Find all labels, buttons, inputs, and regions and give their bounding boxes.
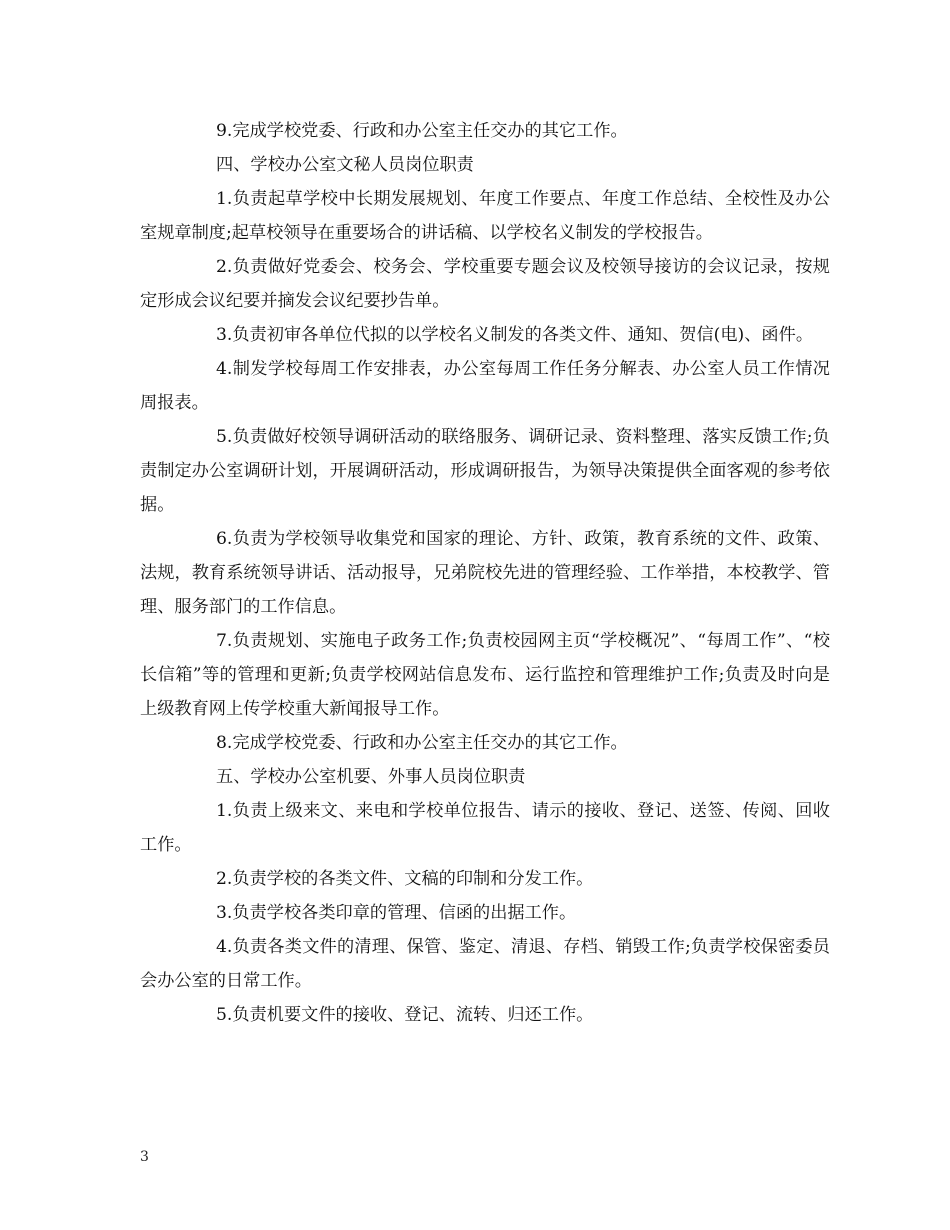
paragraph-item-5-research: 5.负责做好校领导调研活动的联络服务、调研记录、资料整理、落实反馈工作;负责制定办公室调研计划，开展调研活动，形成调研报告，为领导决策提供全面客观的参考依据。 bbox=[140, 427, 830, 515]
paragraph-item-4-weekly-schedule: 4.制发学校每周工作安排表，办公室每周工作任务分解表、办公室人员工作情况周报表。 bbox=[140, 359, 830, 413]
paragraph-item-4-archiving: 4.负责各类文件的清理、保管、鉴定、清退、存档、销毁工作;负责学校保密委员会办公室的日常工作。 bbox=[140, 937, 830, 991]
paragraph-item-5-confidential-files: 5.负责机要文件的接收、登记、流转、归还工作。 bbox=[216, 1005, 594, 1025]
paragraph-item-2-meeting-records: 2.负责做好党委会、校务会、学校重要专题会议及校领导接访的会议记录，按规定形成会议纪要并摘发会议纪要抄告单。 bbox=[140, 257, 830, 311]
paragraph-item-8-other-duties: 8.完成学校党委、行政和办公室主任交办的其它工作。 bbox=[216, 733, 628, 753]
paragraph-item-3-seals: 3.负责学校各类印章的管理、信函的出据工作。 bbox=[216, 903, 577, 923]
paragraph-item-9-duty: 9.完成学校党委、行政和办公室主任交办的其它工作。 bbox=[216, 121, 628, 141]
paragraph-item-1-incoming-documents: 1.负责上级来文、来电和学校单位报告、请示的接收、登记、送签、传阅、回收工作。 bbox=[140, 801, 830, 855]
document-body bbox=[140, 114, 830, 1032]
paragraph-item-7-e-government: 7.负责规划、实施电子政务工作;负责校园网主页“学校概况”、“每周工作”、“校长信箱”等的管理和更新;负责学校网站信息发布、运行监控和管理维护工作;负责及时向是上级教育网上传学校重大新闻报导工作。 bbox=[140, 631, 830, 719]
paragraph-item-3-document-review: 3.负责初审各单位代拟的以学校名义制发的各类文件、通知、贺信(电)、函件。 bbox=[216, 325, 814, 345]
paragraph-item-1-drafting: 1.负责起草学校中长期发展规划、年度工作要点、年度工作总结、全校性及办公室规章制度;起草校领导在重要场合的讲话稿、以学校名义制发的学校报告。 bbox=[140, 189, 830, 243]
section-heading-confidential-duties: 五、学校办公室机要、外事人员岗位职责 bbox=[216, 767, 526, 787]
section-heading-secretary-duties: 四、学校办公室文秘人员岗位职责 bbox=[216, 155, 474, 175]
paragraph-item-6-information: 6.负责为学校领导收集党和国家的理论、方针、政策，教育系统的文件、政策、法规，教育系统领导讲话、活动报导，兄弟院校先进的管理经验、工作举措，本校教学、管理、服务部门的工作信息。 bbox=[140, 529, 830, 617]
page-number: 3 bbox=[140, 1149, 149, 1165]
paragraph-item-2-printing: 2.负责学校的各类文件、文稿的印制和分发工作。 bbox=[216, 869, 594, 889]
